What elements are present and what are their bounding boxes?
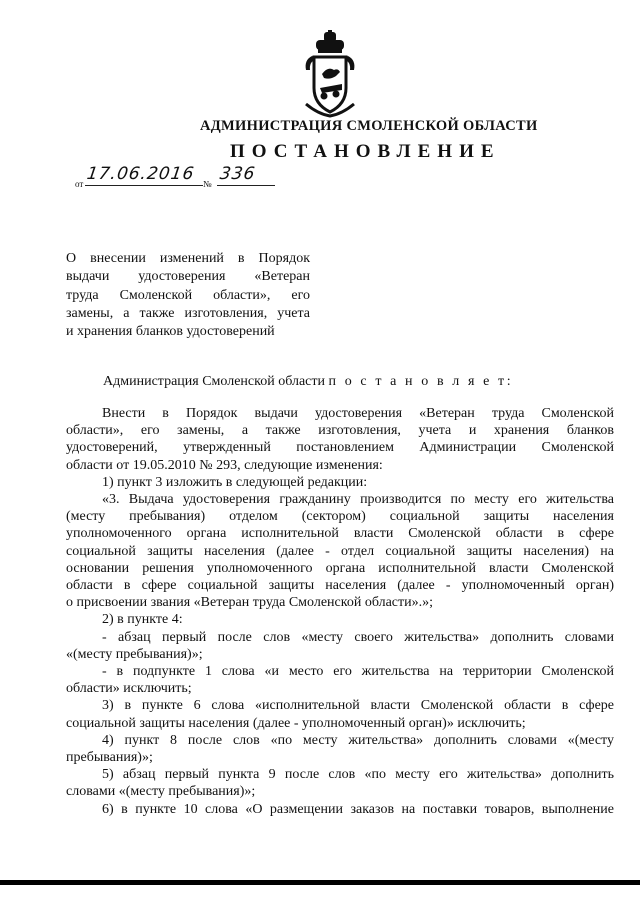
body-line: 2) в пункте 4:	[102, 612, 183, 628]
handwritten-number: 336	[218, 164, 257, 184]
subject-line: О внесении изменений в Порядок	[66, 251, 310, 266]
handwritten-date: 17.06.2016	[85, 164, 196, 184]
body-line: словами «(месту пребывания)»;	[66, 784, 256, 800]
body-line: удостоверений, утвержденный постановлением Администрации Смоленской	[66, 440, 614, 456]
number-prefix: №	[203, 179, 212, 189]
body-line: - в подпункте 1 слова «и место его жительства на территории Смоленской	[102, 664, 614, 680]
document-type: ПОСТАНОВЛЕНИЕ	[230, 141, 501, 162]
date-number-line	[75, 162, 295, 192]
subject-line: замены, а также изготовления, учета	[66, 305, 310, 321]
subject-line: выдачи удостоверения «Ветеран	[66, 269, 310, 285]
body-line: 6) в пункте 10 слова «О размещении заказов на поставки товаров, выполнение	[102, 801, 614, 817]
body-line: уполномоченного органа исполнительной власти Смоленской области в сфере	[66, 526, 614, 542]
body-line: пребывания)»;	[66, 750, 153, 766]
subject-line: и хранения бланков удостоверений	[66, 324, 275, 340]
preamble-verb: п о с т а н о в л я е т:	[328, 374, 514, 389]
body-line: области в сфере социальной защиты населения (далее - уполномоченный орган)	[66, 578, 614, 594]
date-prefix: от	[75, 179, 84, 189]
body-line: Внести в Порядок выдачи удостоверения «Ветеран труда Смоленской	[102, 406, 614, 421]
coat-of-arms-emblem	[300, 30, 360, 120]
body-line: (месту пребывания) отделом (сектором) социальной защиты населения	[66, 509, 614, 525]
body-line: «3. Выдача удостоверения гражданину производится по месту его жительства	[102, 492, 614, 508]
body-line: области» исключить;	[66, 681, 192, 697]
number-underline	[217, 185, 275, 186]
body-line: основании решения уполномоченного органа исполнительной власти Смоленской	[66, 560, 614, 576]
body-line: - абзац первый после слов «месту своего жительства» дополнить словами	[102, 629, 614, 645]
body-line: 3) в пункте 6 слова «исполнительной власти Смоленской области в сфере	[102, 698, 614, 714]
body-line: о присвоении звания «Ветеран труда Смоленской области».»;	[66, 595, 434, 611]
preamble	[103, 374, 513, 390]
body-line: «(месту пребывания)»;	[66, 646, 203, 662]
organization-title: АДМИНИСТРАЦИЯ СМОЛЕНСКОЙ ОБЛАСТИ	[200, 118, 538, 134]
scan-bottom-border	[0, 880, 640, 885]
date-underline	[85, 185, 203, 186]
body-line: социальной защиты населения (далее - уполномоченный орган)» исключить;	[66, 715, 526, 731]
preamble-lead: Администрация Смоленской области	[103, 374, 326, 389]
body-line: области», его замены, а также изготовления, учета и хранения бланков	[66, 423, 614, 439]
document-subject	[66, 250, 310, 341]
body-line: социальной защиты населения (далее - отдел социальной защиты населения) на	[66, 543, 614, 559]
body-line: 4) пункт 8 после слов «по месту жительства» дополнить словами «(месту	[102, 732, 614, 748]
subject-line: труда Смоленской области», его	[66, 287, 310, 303]
body-line: 1) пункт 3 изложить в следующей редакции:	[102, 474, 368, 490]
body-line: области от 19.05.2010 № 293, следующие изменения:	[66, 457, 383, 473]
document-body	[66, 405, 614, 818]
body-line: 5) абзац первый пункта 9 после слов «по месту его жительства» дополнить	[102, 767, 614, 783]
